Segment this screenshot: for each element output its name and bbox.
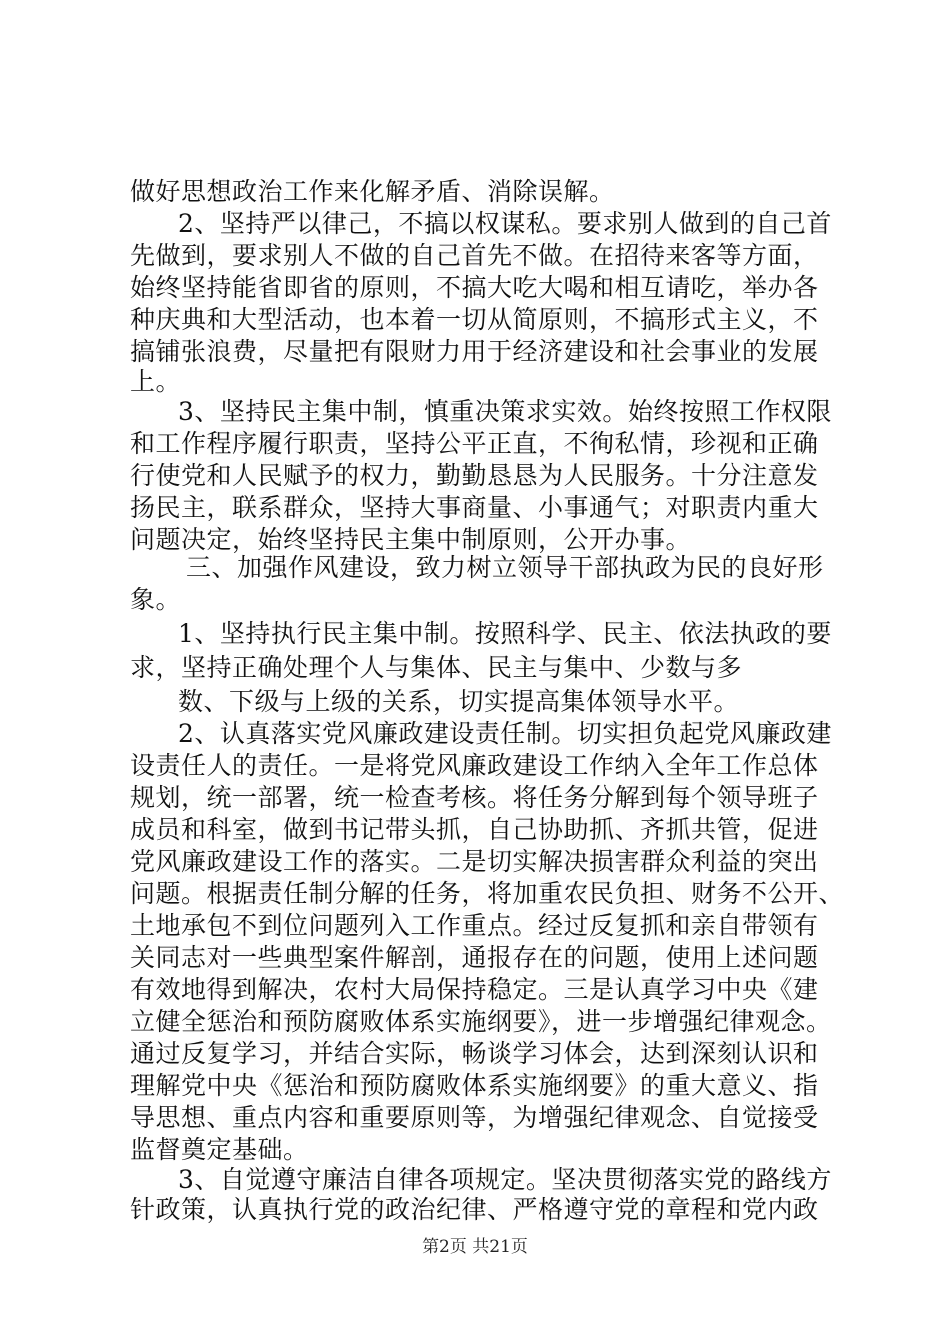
text-line: 3、坚持民主集中制，慎重决策求实效。始终按照工作权限 <box>178 397 832 426</box>
text-line: 和工作程序履行职责，坚持公平正直，不徇私情，珍视和正确 <box>130 429 819 458</box>
text-line: 立健全惩治和预防腐败体系实施纲要》，进一步增强纪律观念。 <box>130 1007 832 1036</box>
text-line: 问题。根据责任制分解的任务，将加重农民负担、财务不公开、 <box>130 879 845 908</box>
text-line: 通过反复学习，并结合实际，畅谈学习体会，达到深刻认识和 <box>130 1039 819 1068</box>
text-line: 成员和科室，做到书记带头抓，自己协助抓、齐抓共管，促进 <box>130 815 819 844</box>
text-line: 理解党中央《惩治和预防腐败体系实施纲要》的重大意义、指 <box>130 1071 819 1100</box>
text-line: 上。 <box>130 367 182 396</box>
text-line: 关同志对一些典型案件解剖，通报存在的问题，使用上述问题 <box>130 943 819 972</box>
text-line: 有效地得到解决，农村大局保持稳定。三是认真学习中央《建 <box>130 975 819 1004</box>
text-line: 扬民主，联系群众，坚持大事商量、小事通气；对职责内重大 <box>130 493 819 522</box>
text-line: 3、自觉遵守廉洁自律各项规定。坚决贯彻落实党的路线方 <box>178 1165 832 1194</box>
text-line: 党风廉政建设工作的落实。二是切实解决损害群众利益的突出 <box>130 847 819 876</box>
text-line: 做好思想政治工作来化解矛盾、消除误解。 <box>130 177 615 206</box>
text-line: 行使党和人民赋予的权力，勤勤恳恳为人民服务。十分注意发 <box>130 461 819 490</box>
text-line: 1、坚持执行民主集中制。按照科学、民主、依法执政的要 <box>178 619 832 648</box>
text-line: 求，坚持正确处理个人与集体、民主与集中、少数与多 <box>130 653 743 682</box>
text-line: 搞铺张浪费，尽量把有限财力用于经济建设和社会事业的发展 <box>130 337 819 366</box>
page-number-footer: 第2页 共21页 <box>422 1237 528 1257</box>
text-line: 问题决定，始终坚持民主集中制原则，公开办事。 <box>130 525 692 554</box>
section-heading: 三、加强作风建设，致力树立领导干部执政为民的良好形 <box>186 553 824 582</box>
text-line: 规划，统一部署，统一检查考核。将任务分解到每个领导班子 <box>130 783 819 812</box>
text-line: 先做到，要求别人不做的自己首先不做。在招待来客等方面， <box>130 241 819 270</box>
text-line: 监督奠定基础。 <box>130 1135 309 1164</box>
text-line: 种庆典和大型活动，也本着一切从简原则，不搞形式主义，不 <box>130 305 819 334</box>
text-line: 2、坚持严以律己，不搞以权谋私。要求别人做到的自己首 <box>178 209 832 238</box>
text-line: 数、下级与上级的关系，切实提高集体领导水平。 <box>178 687 740 716</box>
text-line: 始终坚持能省即省的原则，不搞大吃大喝和相互请吃，举办各 <box>130 273 819 302</box>
text-line: 导思想、重点内容和重要原则等，为增强纪律观念、自觉接受 <box>130 1103 819 1132</box>
text-line: 土地承包不到位问题列入工作重点。经过反复抓和亲自带领有 <box>130 911 819 940</box>
text-line: 设责任人的责任。一是将党风廉政建设工作纳入全年工作总体 <box>130 751 819 780</box>
text-line: 针政策，认真执行党的政治纪律、严格遵守党的章程和党内政 <box>130 1195 819 1224</box>
text-line: 2、认真落实党风廉政建设责任制。切实担负起党风廉政建 <box>178 719 832 748</box>
text-line: 象。 <box>130 585 182 614</box>
